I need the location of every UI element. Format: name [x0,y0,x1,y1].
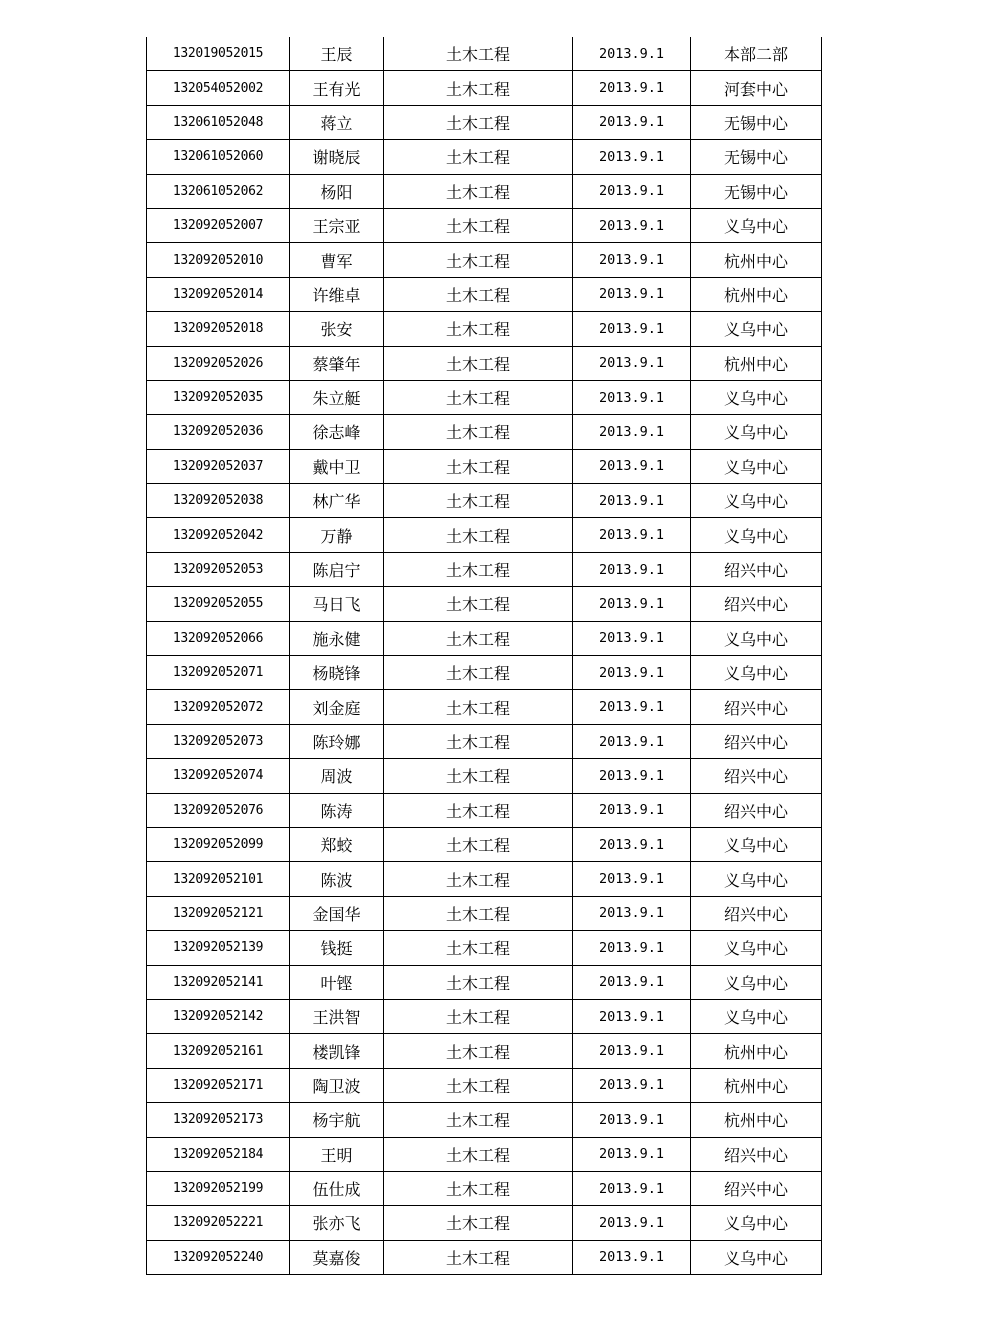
student-name-cell: 张安 [290,312,384,346]
study-center-cell: 义乌中心 [691,621,822,655]
table-row [147,965,822,999]
table-row [147,1171,822,1205]
study-center-cell: 绍兴中心 [691,724,822,758]
table-row [147,105,822,139]
student-id-cell: 132092052042 [147,518,290,552]
table-row [147,1068,822,1102]
student-name-cell: 杨晓锋 [290,656,384,690]
major-cell: 土木工程 [384,208,573,242]
student-name-cell: 徐志峰 [290,415,384,449]
student-name-cell: 张亦飞 [290,1206,384,1240]
major-cell: 土木工程 [384,621,573,655]
enrollment-date-cell: 2013.9.1 [573,449,691,483]
student-id-cell: 132092052199 [147,1171,290,1205]
enrollment-date-cell: 2013.9.1 [573,1240,691,1274]
study-center-cell: 义乌中心 [691,380,822,414]
student-name-cell: 蒋立 [290,105,384,139]
study-center-cell: 义乌中心 [691,656,822,690]
table-row [147,793,822,827]
table-row [147,1103,822,1137]
table-row [147,208,822,242]
table-row [147,174,822,208]
study-center-cell: 无锡中心 [691,140,822,174]
major-cell: 土木工程 [384,656,573,690]
enrollment-date-cell: 2013.9.1 [573,587,691,621]
enrollment-date-cell: 2013.9.1 [573,346,691,380]
enrollment-date-cell: 2013.9.1 [573,690,691,724]
table-row [147,277,822,311]
student-name-cell: 施永健 [290,621,384,655]
study-center-cell: 义乌中心 [691,449,822,483]
major-cell: 土木工程 [384,931,573,965]
table-row [147,346,822,380]
major-cell: 土木工程 [384,1068,573,1102]
enrollment-date-cell: 2013.9.1 [573,277,691,311]
study-center-cell: 无锡中心 [691,105,822,139]
study-center-cell: 义乌中心 [691,312,822,346]
student-id-cell: 132092052184 [147,1137,290,1171]
student-name-cell: 金国华 [290,896,384,930]
major-cell: 土木工程 [384,1240,573,1274]
student-name-cell: 许维卓 [290,277,384,311]
student-name-cell: 万静 [290,518,384,552]
roster-body [147,37,822,1275]
study-center-cell: 无锡中心 [691,174,822,208]
student-id-cell: 132092052099 [147,827,290,861]
student-name-cell: 叶铿 [290,965,384,999]
student-name-cell: 马日飞 [290,587,384,621]
student-name-cell: 莫嘉俊 [290,1240,384,1274]
student-name-cell: 王明 [290,1137,384,1171]
study-center-cell: 绍兴中心 [691,1171,822,1205]
student-name-cell: 谢晓辰 [290,140,384,174]
student-name-cell: 陈波 [290,862,384,896]
enrollment-date-cell: 2013.9.1 [573,105,691,139]
table-row [147,140,822,174]
student-id-cell: 132092052010 [147,243,290,277]
enrollment-date-cell: 2013.9.1 [573,724,691,758]
enrollment-date-cell: 2013.9.1 [573,1034,691,1068]
table-row [147,862,822,896]
major-cell: 土木工程 [384,827,573,861]
enrollment-date-cell: 2013.9.1 [573,552,691,586]
major-cell: 土木工程 [384,896,573,930]
table-row [147,37,822,71]
student-name-cell: 陈玲娜 [290,724,384,758]
student-id-cell: 132092052072 [147,690,290,724]
table-row [147,999,822,1033]
enrollment-date-cell: 2013.9.1 [573,312,691,346]
table-row [147,931,822,965]
enrollment-date-cell: 2013.9.1 [573,518,691,552]
study-center-cell: 杭州中心 [691,1034,822,1068]
major-cell: 土木工程 [384,312,573,346]
student-id-cell: 132061052060 [147,140,290,174]
enrollment-date-cell: 2013.9.1 [573,37,691,71]
major-cell: 土木工程 [384,999,573,1033]
student-id-cell: 132092052037 [147,449,290,483]
study-center-cell: 绍兴中心 [691,793,822,827]
study-center-cell: 义乌中心 [691,484,822,518]
table-row [147,724,822,758]
student-name-cell: 郑蛟 [290,827,384,861]
major-cell: 土木工程 [384,724,573,758]
table-row [147,380,822,414]
student-id-cell: 132092052071 [147,656,290,690]
study-center-cell: 义乌中心 [691,1240,822,1274]
student-id-cell: 132092052141 [147,965,290,999]
student-id-cell: 132092052161 [147,1034,290,1068]
enrollment-date-cell: 2013.9.1 [573,827,691,861]
student-id-cell: 132092052101 [147,862,290,896]
study-center-cell: 杭州中心 [691,1103,822,1137]
table-row [147,896,822,930]
student-id-cell: 132092052066 [147,621,290,655]
major-cell: 土木工程 [384,140,573,174]
major-cell: 土木工程 [384,415,573,449]
study-center-cell: 绍兴中心 [691,759,822,793]
major-cell: 土木工程 [384,243,573,277]
study-center-cell: 河套中心 [691,71,822,105]
major-cell: 土木工程 [384,1034,573,1068]
enrollment-date-cell: 2013.9.1 [573,999,691,1033]
study-center-cell: 义乌中心 [691,931,822,965]
study-center-cell: 绍兴中心 [691,690,822,724]
study-center-cell: 绍兴中心 [691,552,822,586]
student-id-cell: 132092052036 [147,415,290,449]
enrollment-date-cell: 2013.9.1 [573,484,691,518]
major-cell: 土木工程 [384,690,573,724]
major-cell: 土木工程 [384,587,573,621]
table-row [147,312,822,346]
major-cell: 土木工程 [384,759,573,793]
enrollment-date-cell: 2013.9.1 [573,965,691,999]
enrollment-date-cell: 2013.9.1 [573,380,691,414]
enrollment-date-cell: 2013.9.1 [573,1171,691,1205]
student-name-cell: 陈涛 [290,793,384,827]
enrollment-date-cell: 2013.9.1 [573,415,691,449]
student-id-cell: 132092052139 [147,931,290,965]
enrollment-date-cell: 2013.9.1 [573,656,691,690]
study-center-cell: 义乌中心 [691,862,822,896]
student-id-cell: 132092052121 [147,896,290,930]
enrollment-date-cell: 2013.9.1 [573,1137,691,1171]
table-row [147,1034,822,1068]
enrollment-date-cell: 2013.9.1 [573,931,691,965]
study-center-cell: 本部二部 [691,37,822,71]
major-cell: 土木工程 [384,105,573,139]
student-name-cell: 曹军 [290,243,384,277]
major-cell: 土木工程 [384,965,573,999]
student-id-cell: 132061052062 [147,174,290,208]
student-id-cell: 132092052007 [147,208,290,242]
study-center-cell: 杭州中心 [691,277,822,311]
student-name-cell: 楼凯锋 [290,1034,384,1068]
student-id-cell: 132092052221 [147,1206,290,1240]
study-center-cell: 绍兴中心 [691,1137,822,1171]
major-cell: 土木工程 [384,449,573,483]
major-cell: 土木工程 [384,380,573,414]
student-name-cell: 陈启宁 [290,552,384,586]
student-name-cell: 钱挺 [290,931,384,965]
student-id-cell: 132092052018 [147,312,290,346]
student-name-cell: 伍仕成 [290,1171,384,1205]
table-row [147,1240,822,1274]
table-row [147,759,822,793]
table-row [147,449,822,483]
table-row [147,484,822,518]
student-id-cell: 132092052026 [147,346,290,380]
major-cell: 土木工程 [384,277,573,311]
enrollment-date-cell: 2013.9.1 [573,208,691,242]
major-cell: 土木工程 [384,484,573,518]
table-row [147,552,822,586]
enrollment-date-cell: 2013.9.1 [573,621,691,655]
enrollment-date-cell: 2013.9.1 [573,243,691,277]
student-name-cell: 杨宇航 [290,1103,384,1137]
student-id-cell: 132092052014 [147,277,290,311]
study-center-cell: 杭州中心 [691,1068,822,1102]
student-id-cell: 132092052074 [147,759,290,793]
enrollment-date-cell: 2013.9.1 [573,793,691,827]
study-center-cell: 义乌中心 [691,1206,822,1240]
enrollment-date-cell: 2013.9.1 [573,759,691,793]
student-name-cell: 林广华 [290,484,384,518]
study-center-cell: 杭州中心 [691,243,822,277]
study-center-cell: 义乌中心 [691,965,822,999]
enrollment-date-cell: 2013.9.1 [573,174,691,208]
student-id-cell: 132092052142 [147,999,290,1033]
table-row [147,690,822,724]
major-cell: 土木工程 [384,862,573,896]
student-id-cell: 132092052076 [147,793,290,827]
major-cell: 土木工程 [384,1137,573,1171]
study-center-cell: 义乌中心 [691,827,822,861]
student-id-cell: 132092052035 [147,380,290,414]
student-name-cell: 朱立艇 [290,380,384,414]
major-cell: 土木工程 [384,552,573,586]
student-name-cell: 王宗亚 [290,208,384,242]
student-roster-table [146,37,822,1275]
enrollment-date-cell: 2013.9.1 [573,71,691,105]
student-name-cell: 戴中卫 [290,449,384,483]
student-id-cell: 132092052240 [147,1240,290,1274]
student-name-cell: 蔡肇年 [290,346,384,380]
major-cell: 土木工程 [384,1103,573,1137]
major-cell: 土木工程 [384,793,573,827]
student-id-cell: 132092052171 [147,1068,290,1102]
table-row [147,518,822,552]
table-row [147,827,822,861]
enrollment-date-cell: 2013.9.1 [573,896,691,930]
student-id-cell: 132054052002 [147,71,290,105]
enrollment-date-cell: 2013.9.1 [573,862,691,896]
student-name-cell: 王辰 [290,37,384,71]
student-id-cell: 132092052073 [147,724,290,758]
enrollment-date-cell: 2013.9.1 [573,1206,691,1240]
enrollment-date-cell: 2013.9.1 [573,1103,691,1137]
study-center-cell: 杭州中心 [691,346,822,380]
table-row [147,1137,822,1171]
enrollment-date-cell: 2013.9.1 [573,1068,691,1102]
major-cell: 土木工程 [384,174,573,208]
enrollment-date-cell: 2013.9.1 [573,140,691,174]
student-name-cell: 杨阳 [290,174,384,208]
table-row [147,656,822,690]
study-center-cell: 绍兴中心 [691,896,822,930]
study-center-cell: 义乌中心 [691,518,822,552]
student-name-cell: 王有光 [290,71,384,105]
table-row [147,621,822,655]
major-cell: 土木工程 [384,346,573,380]
student-name-cell: 王洪智 [290,999,384,1033]
student-id-cell: 132092052053 [147,552,290,586]
study-center-cell: 义乌中心 [691,208,822,242]
major-cell: 土木工程 [384,1206,573,1240]
student-id-cell: 132092052038 [147,484,290,518]
student-name-cell: 刘金庭 [290,690,384,724]
study-center-cell: 绍兴中心 [691,587,822,621]
major-cell: 土木工程 [384,518,573,552]
study-center-cell: 义乌中心 [691,415,822,449]
table-row [147,243,822,277]
student-id-cell: 132092052173 [147,1103,290,1137]
major-cell: 土木工程 [384,1171,573,1205]
table-row [147,1206,822,1240]
table-row [147,587,822,621]
student-id-cell: 132061052048 [147,105,290,139]
major-cell: 土木工程 [384,37,573,71]
student-name-cell: 陶卫波 [290,1068,384,1102]
table-row [147,71,822,105]
table-row [147,415,822,449]
student-name-cell: 周波 [290,759,384,793]
study-center-cell: 义乌中心 [691,999,822,1033]
student-id-cell: 132019052015 [147,37,290,71]
major-cell: 土木工程 [384,71,573,105]
student-id-cell: 132092052055 [147,587,290,621]
